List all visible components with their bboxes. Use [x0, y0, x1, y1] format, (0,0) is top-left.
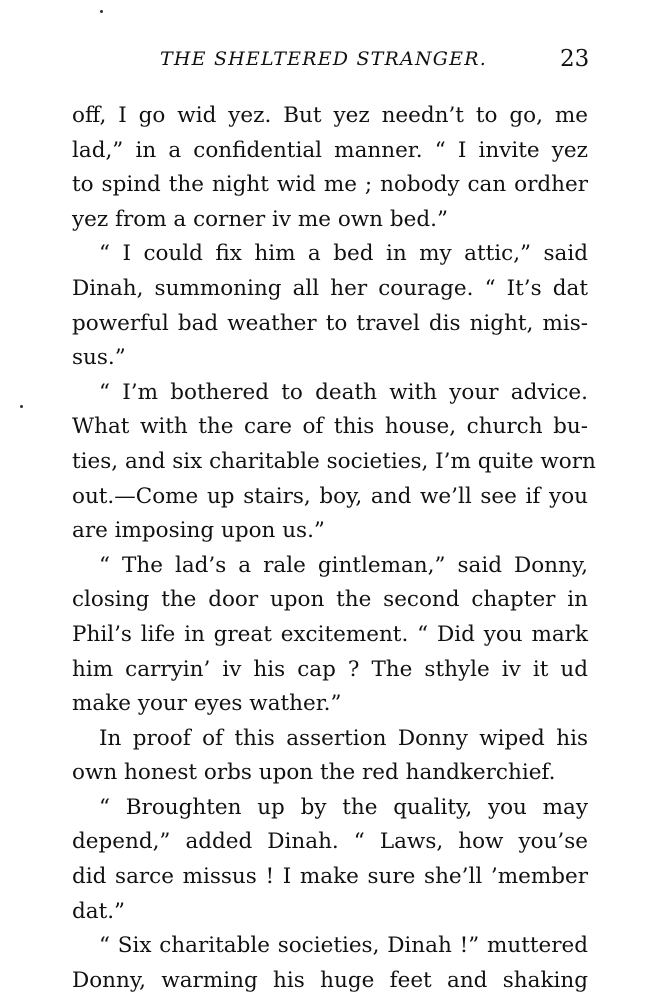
text-line: off, I go wid yez. But yez needn’t to go, me — [72, 103, 588, 128]
text-line: “ I’m bothered to death with your advice. — [99, 379, 588, 405]
text-line: Dinah, summoning all her courage. “ It’s dat — [72, 275, 588, 301]
text-line: make your eyes wather.” — [72, 691, 342, 717]
print-speck — [20, 405, 23, 408]
text-line: dat.” — [72, 898, 126, 924]
text-line: Donny, warming his huge feet and shaking — [72, 967, 588, 993]
text-line: “ The lad’s a rale gintleman,” said Donny, — [99, 552, 588, 578]
print-speck — [100, 10, 103, 13]
running-title: THE SHELTERED STRANGER. — [160, 48, 487, 70]
text-line: did sarce missus ! I make sure she’ll ’member — [72, 864, 588, 890]
page-number: 23 — [560, 46, 590, 72]
text-line: “ Broughten up by the quality, you may — [99, 794, 588, 820]
text-line: depend,” added Dinah. “ Laws, how you’se — [72, 829, 588, 855]
text-line: yez from a corner iv me own bed.” — [72, 206, 448, 232]
text-line: out.—Come up stairs, boy, and we’ll see if you — [72, 483, 588, 509]
text-line: are imposing upon us.” — [72, 518, 325, 544]
text-line: lad,” in a confidential manner. “ I invite yez — [72, 137, 588, 163]
text-line: Phil’s life in great excitement. “ Did you mark — [72, 621, 588, 647]
text-line: powerful bad weather to travel dis night, mis- — [72, 310, 588, 336]
text-line: him carryin’ iv his cap ? The sthyle iv it ud — [72, 656, 588, 682]
text-line: own honest orbs upon the red handkerchief. — [72, 760, 556, 786]
text-line: to spind the night wid me ; nobody can ordher — [72, 172, 588, 198]
text-line: In proof of this assertion Donny wiped his — [99, 725, 588, 751]
text-line: “ Six charitable societies, Dinah !” muttered — [99, 933, 588, 959]
text-line: sus.” — [72, 345, 126, 371]
text-line: What with the care of this house, church bu- — [72, 414, 588, 440]
page-header — [0, 48, 667, 78]
text-line: “ I could fix him a bed in my attic,” said — [99, 241, 588, 267]
body-text — [72, 99, 596, 998]
text-line: ties, and six charitable societies, I’m quite worn — [72, 448, 596, 474]
text-line: closing the door upon the second chapter in — [72, 587, 588, 613]
